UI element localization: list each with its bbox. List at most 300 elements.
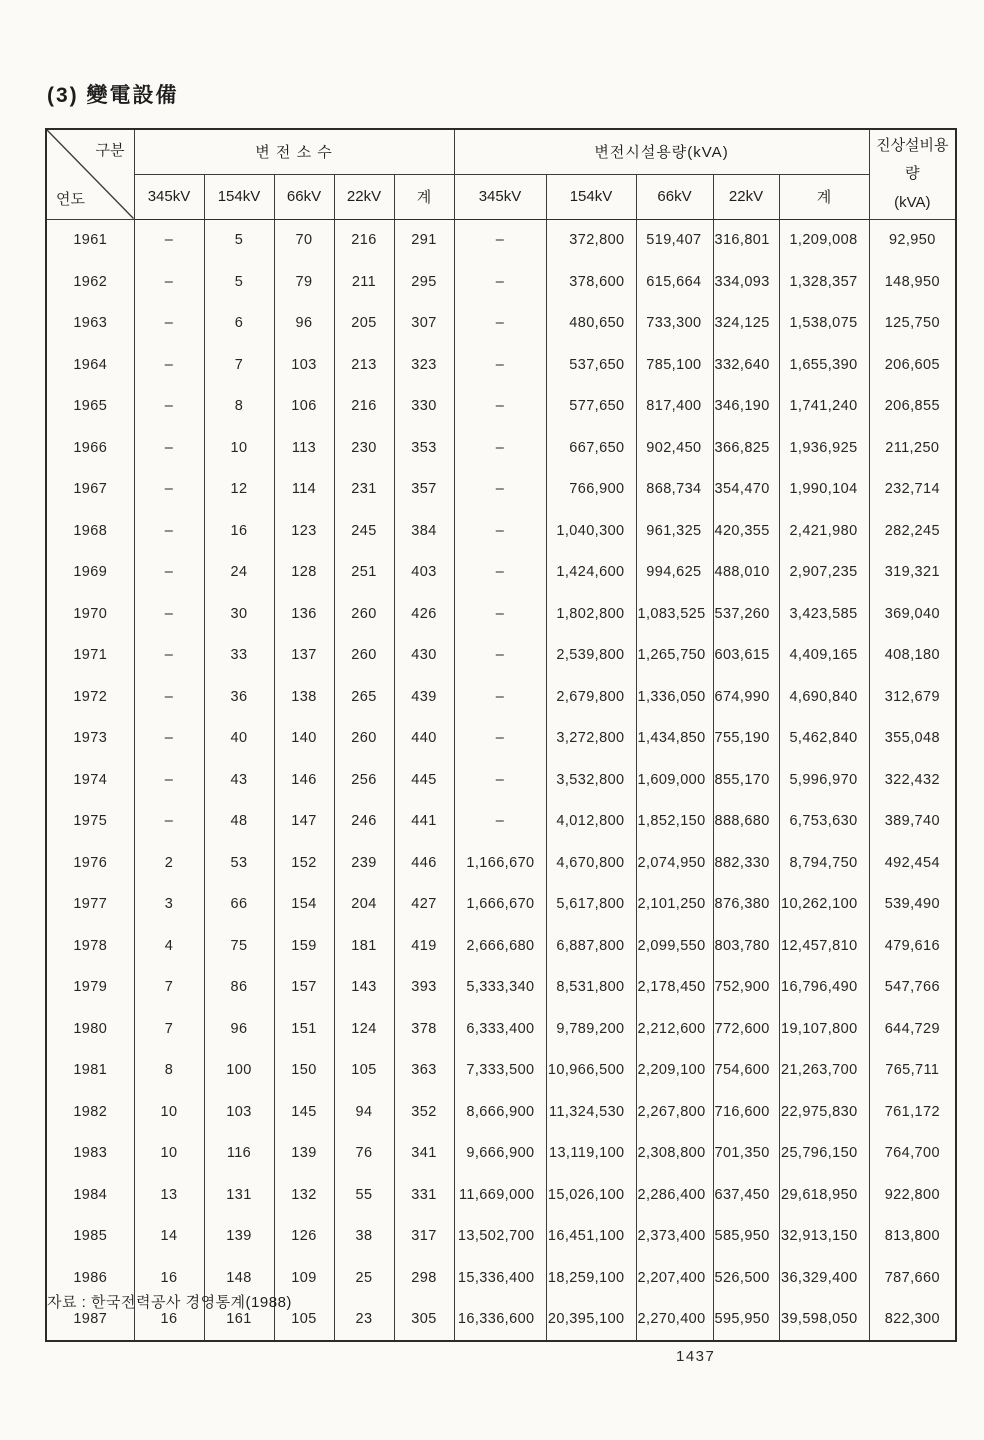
value-cell: 305 (394, 1299, 454, 1342)
reactive-cell: 922,800 (869, 1174, 956, 1216)
value-cell: – (454, 510, 546, 552)
reactive-cell: 206,855 (869, 386, 956, 428)
value-cell: 148 (204, 1257, 274, 1299)
value-cell: – (134, 219, 204, 261)
subheader-capacity-22kv: 22kV (713, 174, 779, 219)
value-cell: 100 (204, 1050, 274, 1092)
table-row (46, 676, 956, 718)
value-cell: 12,457,810 (779, 925, 869, 967)
value-cell: 341 (394, 1133, 454, 1175)
year-cell: 1968 (46, 510, 134, 552)
value-cell: 5,462,840 (779, 718, 869, 760)
value-cell: 22,975,830 (779, 1091, 869, 1133)
value-cell: 323 (394, 344, 454, 386)
table-row (46, 925, 956, 967)
value-cell: 181 (334, 925, 394, 967)
value-cell: 13,119,100 (546, 1133, 636, 1175)
value-cell: 585,950 (713, 1216, 779, 1258)
table-row (46, 718, 956, 760)
value-cell: 103 (274, 344, 334, 386)
value-cell: 817,400 (636, 386, 713, 428)
value-cell: 116 (204, 1133, 274, 1175)
value-cell: 5 (204, 219, 274, 261)
reactive-cell: 764,700 (869, 1133, 956, 1175)
value-cell: 10 (134, 1133, 204, 1175)
value-cell: 139 (274, 1133, 334, 1175)
value-cell: 1,666,670 (454, 884, 546, 926)
value-cell: 353 (394, 427, 454, 469)
value-cell: 4 (134, 925, 204, 967)
value-cell: 23 (334, 1299, 394, 1342)
value-cell: 888,680 (713, 801, 779, 843)
value-cell: 3,423,585 (779, 593, 869, 635)
value-cell: 145 (274, 1091, 334, 1133)
value-cell: 1,040,300 (546, 510, 636, 552)
value-cell: 384 (394, 510, 454, 552)
subheader-count-154kv: 154kV (204, 174, 274, 219)
value-cell: 2,212,600 (636, 1008, 713, 1050)
sub-header-row (46, 174, 956, 219)
value-cell: 76 (334, 1133, 394, 1175)
value-cell: 14 (134, 1216, 204, 1258)
value-cell: 1,936,925 (779, 427, 869, 469)
value-cell: 2,101,250 (636, 884, 713, 926)
value-cell: 124 (334, 1008, 394, 1050)
value-cell: – (454, 593, 546, 635)
group-header-count: 변 전 소 수 (134, 129, 454, 174)
year-cell: 1974 (46, 759, 134, 801)
value-cell: 157 (274, 967, 334, 1009)
value-cell: 354,470 (713, 469, 779, 511)
value-cell: 16 (204, 510, 274, 552)
value-cell: 346,190 (713, 386, 779, 428)
value-cell: 8 (134, 1050, 204, 1092)
value-cell: 674,990 (713, 676, 779, 718)
table-row (46, 1216, 956, 1258)
value-cell: 138 (274, 676, 334, 718)
table-row (46, 344, 956, 386)
value-cell: 403 (394, 552, 454, 594)
value-cell: 126 (274, 1216, 334, 1258)
value-cell: 16,796,490 (779, 967, 869, 1009)
value-cell: 2,679,800 (546, 676, 636, 718)
value-cell: 13,502,700 (454, 1216, 546, 1258)
value-cell: 2,267,800 (636, 1091, 713, 1133)
value-cell: 4,409,165 (779, 635, 869, 677)
value-cell: 334,093 (713, 261, 779, 303)
value-cell: 2,286,400 (636, 1174, 713, 1216)
subheader-count-22kv: 22kV (334, 174, 394, 219)
table-row (46, 1133, 956, 1175)
value-cell: – (134, 344, 204, 386)
reactive-cell: 761,172 (869, 1091, 956, 1133)
value-cell: 39,598,050 (779, 1299, 869, 1342)
reactive-header-line2: (kVA) (894, 193, 931, 211)
value-cell: 316,801 (713, 219, 779, 261)
reactive-cell: 282,245 (869, 510, 956, 552)
value-cell: 378,600 (546, 261, 636, 303)
value-cell: 1,083,525 (636, 593, 713, 635)
value-cell: – (454, 635, 546, 677)
value-cell: 667,650 (546, 427, 636, 469)
value-cell: 2,207,400 (636, 1257, 713, 1299)
value-cell: 16,336,600 (454, 1299, 546, 1342)
year-cell: 1982 (46, 1091, 134, 1133)
value-cell: 260 (334, 635, 394, 677)
value-cell: – (134, 427, 204, 469)
corner-cell (46, 129, 134, 219)
value-cell: 75 (204, 925, 274, 967)
table-row (46, 219, 956, 261)
value-cell: 30 (204, 593, 274, 635)
value-cell: 12 (204, 469, 274, 511)
value-cell: 1,741,240 (779, 386, 869, 428)
value-cell: – (134, 635, 204, 677)
value-cell: 2,373,400 (636, 1216, 713, 1258)
value-cell: 4,012,800 (546, 801, 636, 843)
table-row (46, 759, 956, 801)
reactive-cell: 539,490 (869, 884, 956, 926)
value-cell: 352 (394, 1091, 454, 1133)
value-cell: 595,950 (713, 1299, 779, 1342)
value-cell: – (454, 427, 546, 469)
value-cell: 143 (334, 967, 394, 1009)
value-cell: 1,166,670 (454, 842, 546, 884)
year-cell: 1977 (46, 884, 134, 926)
value-cell: 8 (204, 386, 274, 428)
value-cell: 441 (394, 801, 454, 843)
value-cell: 420,355 (713, 510, 779, 552)
value-cell: 2,099,550 (636, 925, 713, 967)
group-header-row (46, 129, 956, 174)
value-cell: 10 (204, 427, 274, 469)
value-cell: – (134, 510, 204, 552)
value-cell: 9,789,200 (546, 1008, 636, 1050)
reactive-cell: 322,432 (869, 759, 956, 801)
value-cell: 8,666,900 (454, 1091, 546, 1133)
value-cell: 204 (334, 884, 394, 926)
value-cell: 1,336,050 (636, 676, 713, 718)
value-cell: 32,913,150 (779, 1216, 869, 1258)
table-row (46, 303, 956, 345)
page-number: 1437 (676, 1348, 716, 1365)
value-cell: 79 (274, 261, 334, 303)
value-cell: 29,618,950 (779, 1174, 869, 1216)
value-cell: 131 (204, 1174, 274, 1216)
value-cell: – (454, 718, 546, 760)
value-cell: 213 (334, 344, 394, 386)
value-cell: 154 (274, 884, 334, 926)
value-cell: 603,615 (713, 635, 779, 677)
value-cell: 419 (394, 925, 454, 967)
year-cell: 1973 (46, 718, 134, 760)
value-cell: 16 (134, 1299, 204, 1342)
value-cell: – (134, 386, 204, 428)
value-cell: 803,780 (713, 925, 779, 967)
reactive-cell: 148,950 (869, 261, 956, 303)
value-cell: – (454, 386, 546, 428)
value-cell: 25 (334, 1257, 394, 1299)
value-cell: 1,434,850 (636, 718, 713, 760)
value-cell: 151 (274, 1008, 334, 1050)
value-cell: 96 (204, 1008, 274, 1050)
value-cell: 7,333,500 (454, 1050, 546, 1092)
value-cell: 526,500 (713, 1257, 779, 1299)
reactive-cell: 211,250 (869, 427, 956, 469)
value-cell: 10 (134, 1091, 204, 1133)
value-cell: 4,670,800 (546, 842, 636, 884)
value-cell: 716,600 (713, 1091, 779, 1133)
value-cell: 519,407 (636, 219, 713, 261)
year-cell: 1984 (46, 1174, 134, 1216)
value-cell: 16 (134, 1257, 204, 1299)
table-row (46, 801, 956, 843)
reactive-cell: 92,950 (869, 219, 956, 261)
value-cell: 2,209,100 (636, 1050, 713, 1092)
value-cell: – (454, 303, 546, 345)
value-cell: 94 (334, 1091, 394, 1133)
value-cell: – (134, 718, 204, 760)
value-cell: 2,666,680 (454, 925, 546, 967)
subheader-count-total: 계 (394, 174, 454, 219)
year-cell: 1975 (46, 801, 134, 843)
reactive-cell: 822,300 (869, 1299, 956, 1342)
value-cell: 298 (394, 1257, 454, 1299)
value-cell: 66 (204, 884, 274, 926)
value-cell: 439 (394, 676, 454, 718)
value-cell: 378 (394, 1008, 454, 1050)
year-cell: 1972 (46, 676, 134, 718)
table-row (46, 552, 956, 594)
value-cell: 445 (394, 759, 454, 801)
value-cell: 2,539,800 (546, 635, 636, 677)
group-header-capacity: 변전시설용량(kVA) (454, 129, 869, 174)
year-cell: 1966 (46, 427, 134, 469)
value-cell: – (454, 552, 546, 594)
value-cell: 393 (394, 967, 454, 1009)
subheader-count-345kv: 345kV (134, 174, 204, 219)
value-cell: 2,178,450 (636, 967, 713, 1009)
value-cell: 295 (394, 261, 454, 303)
reactive-cell: 125,750 (869, 303, 956, 345)
value-cell: 136 (274, 593, 334, 635)
table-row (46, 1091, 956, 1133)
value-cell: 19,107,800 (779, 1008, 869, 1050)
value-cell: 1,655,390 (779, 344, 869, 386)
year-cell: 1964 (46, 344, 134, 386)
value-cell: 755,190 (713, 718, 779, 760)
value-cell: 9,666,900 (454, 1133, 546, 1175)
corner-label-yeondo: 연도 (56, 190, 85, 208)
value-cell: 10,262,100 (779, 884, 869, 926)
value-cell: 2,270,400 (636, 1299, 713, 1342)
value-cell: 10,966,500 (546, 1050, 636, 1092)
value-cell: 216 (334, 386, 394, 428)
table-row (46, 469, 956, 511)
value-cell: 537,650 (546, 344, 636, 386)
value-cell: 307 (394, 303, 454, 345)
value-cell: 2 (134, 842, 204, 884)
value-cell: 1,852,150 (636, 801, 713, 843)
value-cell: 637,450 (713, 1174, 779, 1216)
value-cell: 132 (274, 1174, 334, 1216)
table-row (46, 884, 956, 926)
value-cell: 161 (204, 1299, 274, 1342)
value-cell: 15,336,400 (454, 1257, 546, 1299)
year-cell: 1971 (46, 635, 134, 677)
value-cell: 1,609,000 (636, 759, 713, 801)
value-cell: 537,260 (713, 593, 779, 635)
reactive-cell: 644,729 (869, 1008, 956, 1050)
table-row (46, 593, 956, 635)
value-cell: 114 (274, 469, 334, 511)
year-cell: 1985 (46, 1216, 134, 1258)
reactive-cell: 312,679 (869, 676, 956, 718)
value-cell: 331 (394, 1174, 454, 1216)
table-row (46, 386, 956, 428)
year-cell: 1963 (46, 303, 134, 345)
value-cell: – (454, 344, 546, 386)
value-cell: 11,324,530 (546, 1091, 636, 1133)
value-cell: 1,328,357 (779, 261, 869, 303)
value-cell: 6,333,400 (454, 1008, 546, 1050)
value-cell: 43 (204, 759, 274, 801)
value-cell: 882,330 (713, 842, 779, 884)
year-cell: 1970 (46, 593, 134, 635)
table-row (46, 510, 956, 552)
value-cell: 8,794,750 (779, 842, 869, 884)
year-cell: 1962 (46, 261, 134, 303)
value-cell: 332,640 (713, 344, 779, 386)
reactive-cell: 319,321 (869, 552, 956, 594)
year-cell: 1979 (46, 967, 134, 1009)
value-cell: 330 (394, 386, 454, 428)
value-cell: 139 (204, 1216, 274, 1258)
value-cell: 40 (204, 718, 274, 760)
reactive-cell: 369,040 (869, 593, 956, 635)
year-cell: 1987 (46, 1299, 134, 1342)
value-cell: 13 (134, 1174, 204, 1216)
value-cell: – (134, 261, 204, 303)
value-cell: 159 (274, 925, 334, 967)
value-cell: 615,664 (636, 261, 713, 303)
subheader-capacity-345kv: 345kV (454, 174, 546, 219)
subheader-count-66kv: 66kV (274, 174, 334, 219)
value-cell: 260 (334, 593, 394, 635)
value-cell: 4,690,840 (779, 676, 869, 718)
reactive-cell: 787,660 (869, 1257, 956, 1299)
value-cell: 5 (204, 261, 274, 303)
table-row (46, 1050, 956, 1092)
value-cell: 128 (274, 552, 334, 594)
year-cell: 1980 (46, 1008, 134, 1050)
table-row (46, 427, 956, 469)
value-cell: 6,753,630 (779, 801, 869, 843)
substation-table (45, 128, 955, 1342)
value-cell: 205 (334, 303, 394, 345)
value-cell: 785,100 (636, 344, 713, 386)
value-cell: 152 (274, 842, 334, 884)
value-cell: 113 (274, 427, 334, 469)
year-cell: 1969 (46, 552, 134, 594)
value-cell: 18,259,100 (546, 1257, 636, 1299)
value-cell: 245 (334, 510, 394, 552)
value-cell: – (454, 759, 546, 801)
value-cell: 6 (204, 303, 274, 345)
value-cell: – (454, 801, 546, 843)
value-cell: 36,329,400 (779, 1257, 869, 1299)
value-cell: 106 (274, 386, 334, 428)
value-cell: 216 (334, 219, 394, 261)
value-cell: 1,209,008 (779, 219, 869, 261)
value-cell: 33 (204, 635, 274, 677)
value-cell: – (134, 469, 204, 511)
value-cell: 3,532,800 (546, 759, 636, 801)
value-cell: 446 (394, 842, 454, 884)
value-cell: 488,010 (713, 552, 779, 594)
value-cell: – (454, 469, 546, 511)
reactive-header-line1: 진상설비용량 (876, 136, 949, 182)
value-cell: 5,333,340 (454, 967, 546, 1009)
value-cell: 427 (394, 884, 454, 926)
value-cell: 357 (394, 469, 454, 511)
value-cell: – (454, 219, 546, 261)
value-cell: 372,800 (546, 219, 636, 261)
value-cell: 3,272,800 (546, 718, 636, 760)
value-cell: 752,900 (713, 967, 779, 1009)
value-cell: 5,617,800 (546, 884, 636, 926)
year-cell: 1967 (46, 469, 134, 511)
value-cell: 231 (334, 469, 394, 511)
year-cell: 1986 (46, 1257, 134, 1299)
table-row (46, 967, 956, 1009)
year-cell: 1965 (46, 386, 134, 428)
value-cell: – (134, 759, 204, 801)
reactive-cell: 765,711 (869, 1050, 956, 1092)
value-cell: – (134, 801, 204, 843)
value-cell: 1,265,750 (636, 635, 713, 677)
value-cell: – (134, 676, 204, 718)
value-cell: 86 (204, 967, 274, 1009)
value-cell: 230 (334, 427, 394, 469)
value-cell: 8,531,800 (546, 967, 636, 1009)
value-cell: – (454, 676, 546, 718)
value-cell: 11,669,000 (454, 1174, 546, 1216)
value-cell: 260 (334, 718, 394, 760)
value-cell: 772,600 (713, 1008, 779, 1050)
value-cell: 366,825 (713, 427, 779, 469)
table-row (46, 1008, 956, 1050)
value-cell: 766,900 (546, 469, 636, 511)
value-cell: 137 (274, 635, 334, 677)
year-cell: 1983 (46, 1133, 134, 1175)
value-cell: 24 (204, 552, 274, 594)
value-cell: 15,026,100 (546, 1174, 636, 1216)
value-cell: 105 (274, 1299, 334, 1342)
value-cell: 480,650 (546, 303, 636, 345)
value-cell: 109 (274, 1257, 334, 1299)
table-row (46, 1174, 956, 1216)
value-cell: 754,600 (713, 1050, 779, 1092)
year-cell: 1961 (46, 219, 134, 261)
value-cell: 868,734 (636, 469, 713, 511)
value-cell: 70 (274, 219, 334, 261)
table-row (46, 842, 956, 884)
value-cell: 6,887,800 (546, 925, 636, 967)
year-cell: 1978 (46, 925, 134, 967)
value-cell: 430 (394, 635, 454, 677)
value-cell: 994,625 (636, 552, 713, 594)
